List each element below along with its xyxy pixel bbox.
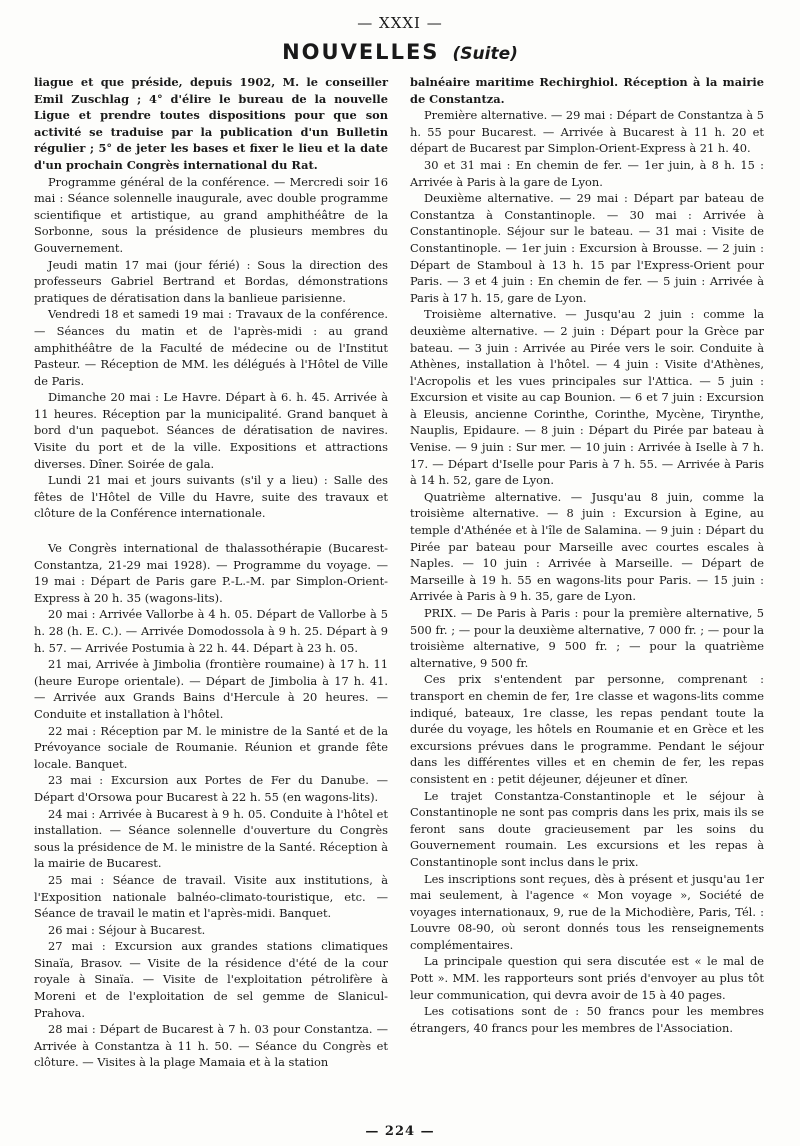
section-subtitle: (Suite) <box>452 44 518 64</box>
paragraph: PRIX. — De Paris à Paris : pour la première alternative, 5 500 fr. ; — pour la deuxième alternative, 7 000 fr. ; — pour la troisième alternative, 9 500 fr. ; — pour la quatrième alternative, 9 500 fr. <box>410 606 764 670</box>
paragraph: 24 mai : Arrivée à Bucarest à 9 h. 05. Conduite à l'hôtel et installation. — Séance solennelle d'ouverture du Congrès sous la présidence de M. le ministre de la Santé. Réception à la mairie de Bucarest. <box>34 806 388 871</box>
paragraph: 23 mai : Excursion aux Portes de Fer du Danube. — Départ d'Orsowa pour Bucarest à 22 h. 55 (en wagons-lits). <box>34 773 388 804</box>
paragraph: Les inscriptions sont reçues, dès à présent et jusqu'au 1er mai seulement, à l'agence « Mon voyage », Société de voyages internationaux, 9, rue de la Michodière, Paris, Tél. : Louvre 08-90, où seront donnés tous les renseignements complémentaires. <box>410 871 764 952</box>
paragraph: Les cotisations sont de : 50 francs pour les membres étrangers, 40 francs pour les membres de l'Association. <box>410 1004 764 1035</box>
paragraph: Programme général de la conférence. — Mercredi soir 16 mai : Séance solennelle inaugurale, avec double programme scientifique et artistique, au grand amphithéâtre de la Sorbonne, sous la présidence de plusieurs membres du Gouvernement. <box>34 174 388 255</box>
paragraph: 28 mai : Départ de Bucarest à 7 h. 03 pour Constantza. — Arrivée à Constantza à 11 h. 50. — Séance du Congrès et clôture. — Visites à la plage Mamaia et à la station <box>34 1022 388 1070</box>
section-heading <box>0 40 800 64</box>
paragraph: Le trajet Constantza-Constantinople et le séjour à Constantinople ne sont pas compris dans les prix, mais ils se feront sans doute gracieusement par les soins du Gouvernement roumain. Les excursions et les repas à Constantinople sont inclus dans le prix. <box>410 788 764 869</box>
paragraph: Quatrième alternative. — Jusqu'au 8 juin, comme la troisième alternative. — 8 juin : Excursion à Egine, au temple d'Athénée et à l'île de Salamina. — 9 juin : Départ du Pirée par bateau pour Marseille avec courtes escales à Naples. — 10 juin : Arrivée à Marseille. — Départ de Marseille à 19 h. 55 en wagons-lits pour Paris. — 15 juin : Arrivée à Paris à 9 h. 35, gare de Lyon. <box>410 489 764 604</box>
roman-folio: — XXXI — <box>357 14 443 32</box>
paragraph: Troisième alternative. — Jusqu'au 2 juin : comme la deuxième alternative. — 2 juin : Départ pour la Grèce par bateau. — 3 juin : Arrivée au Pirée vers le soir. Conduite à Athènes, installation à l'hôtel. — 4 juin : Visite d'Athènes, l'Acropolis et les vues principales sur l'Attica. — 5 juin : Excursion et visite au cap Bounion. — 6 et 7 juin : Excursion à Eleusis, ancienne Corinthe, Corinthe, Mycène, Tirynthe, Nauplis, Epidaure. — 8 juin : Départ du Pirée par bateau à Venise. — 9 juin : Sur mer. — 10 juin : Arrivée à Iselle à 7 h. 17. — Départ d'Iselle pour Paris à 7 h. 55. — Arrivée à Paris à 14 h. 52, gare de Lyon. <box>410 307 764 488</box>
paragraph: 27 mai : Excursion aux grandes stations climatiques Sinaïa, Brasov. — Visite de la résidence d'été de la cour royale à Sinaïa. — Visite de l'exploitation pétrolifère à Moreni et de l'exploitation de sel gemme de Slanicul-Prahova. <box>34 939 388 1020</box>
paragraph: Première alternative. — 29 mai : Départ de Constantza à 5 h. 55 pour Bucarest. — Arrivée à Bucarest à 11 h. 20 et départ de Bucarest par Simplon-Orient-Express à 21 h. 40. <box>410 108 764 156</box>
paragraph: 26 mai : Séjour à Bucarest. <box>48 922 206 937</box>
paragraph: 21 mai, Arrivée à Jimbolia (frontière roumaine) à 17 h. 11 (heure Europe orientale). — Départ de Jimbolia à 17 h. 41. — Arrivée aux Grands Bains d'Hercule à 20 heures. — Conduite et installation à l'hôtel. <box>34 657 388 721</box>
section-title: NOUVELLES <box>282 40 440 64</box>
left-column <box>34 74 388 1071</box>
paragraph: Ve Congrès international de thalassothérapie (Bucarest-Constantza, 21-29 mai 1928). — Programme du voyage. — 19 mai : Départ de Paris gare P.-L.-M. par Simplon-Orient-Express à 20 h. 35 (wagons-lits). <box>34 541 388 605</box>
paragraph: Deuxième alternative. — 29 mai : Départ par bateau de Constantza à Constantinople. — 30 mai : Arrivée à Constantinople. Séjour sur le bateau. — 31 mai : Visite de Constantinople. — 1er juin : Excursion à Brousse. — 2 juin : Départ de Stamboul à 13 h. 15 par l'Express-Orient pour Paris. — 3 et 4 juin : En chemin de fer. — 5 juin : Arrivée à Paris à 17 h. 15, gare de Lyon. <box>410 191 764 305</box>
paragraph: Dimanche 20 mai : Le Havre. Départ à 6. h. 45. Arrivée à 11 heures. Réception par la municipalité. Grand banquet à bord d'un paquebot. Séances de dératisation de navires. Visite du port et de la ville. Expositions et attractions diverses. Dîner. Soirée de gala. <box>34 390 388 471</box>
paragraph: balnéaire maritime Rechirghiol. Réception à la mairie de Constantza. <box>410 75 764 106</box>
page-number: — 224 — <box>365 1124 435 1139</box>
paragraph: 30 et 31 mai : En chemin de fer. — 1er juin, à 8 h. 15 : Arrivée à Paris à la gare de Lyon. <box>410 157 764 189</box>
paragraph: Lundi 21 mai et jours suivants (s'il y a lieu) : Salle des fêtes de l'Hôtel de Ville du Havre, suite des travaux et clôture de la Conférence internationale. <box>34 473 388 521</box>
paragraph: 25 mai : Séance de travail. Visite aux institutions, à l'Exposition nationale balnéo-climato-touristique, etc. — Séance de travail le matin et l'après-midi. Banquet. <box>34 872 388 921</box>
paragraph: Vendredi 18 et samedi 19 mai : Travaux de la conférence. — Séances du matin et de l'après-midi : au grand amphithéâtre de la Faculté de médecine ou de l'Institut Pasteur. — Réception de MM. les délégués à l'Hôtel de Ville de Paris. <box>34 307 388 388</box>
paragraph: La principale question qui sera discutée est « le mal de Pott ». MM. les rapporteurs sont priés d'envoyer au plus tôt leur communication, qui devra avoir de 15 à 40 pages. <box>410 954 764 1002</box>
paragraph: liague et que préside, depuis 1902, M. le conseiller Emil Zuschlag ; 4° d'élire le bureau de la nouvelle Ligue et prendre toutes dispositions pour que son activité se traduise par la publication d'un Bulletin régulier ; 5° de jeter les bases et fixer le lieu et la date d'un prochain Congrès international du Rat. <box>34 75 388 172</box>
paragraph: Jeudi matin 17 mai (jour férié) : Sous la direction des professeurs Gabriel Bertrand et Bordas, démonstrations pratiques de dératisation dans la banlieue parisienne. <box>34 257 388 305</box>
right-column <box>410 74 764 1036</box>
paragraph: Ces prix s'entendent par personne, comprenant : transport en chemin de fer, 1re classe et wagons-lits comme indiqué, bateaux, 1re classe, les repas pendant toute la durée du voyage, les hôtels en Roumanie et en Grèce et les excursions prévues dans le programme. Pendant le séjour dans les différentes villes et en chemin de fer, les repas consistent en : petit déjeuner, déjeuner et dîner. <box>410 672 764 786</box>
paragraph: 20 mai : Arrivée Vallorbe à 4 h. 05. Départ de Vallorbe à 5 h. 28 (h. E. C.). — Arrivée Domodossola à 9 h. 25. Départ à 9 h. 57. — Arrivée Postumia à 22 h. 44. Départ à 23 h. 05. <box>34 607 388 655</box>
paragraph: 22 mai : Réception par M. le ministre de la Santé et de la Prévoyance sociale de Roumanie. Réunion et grande fête locale. Banquet. <box>34 723 388 771</box>
